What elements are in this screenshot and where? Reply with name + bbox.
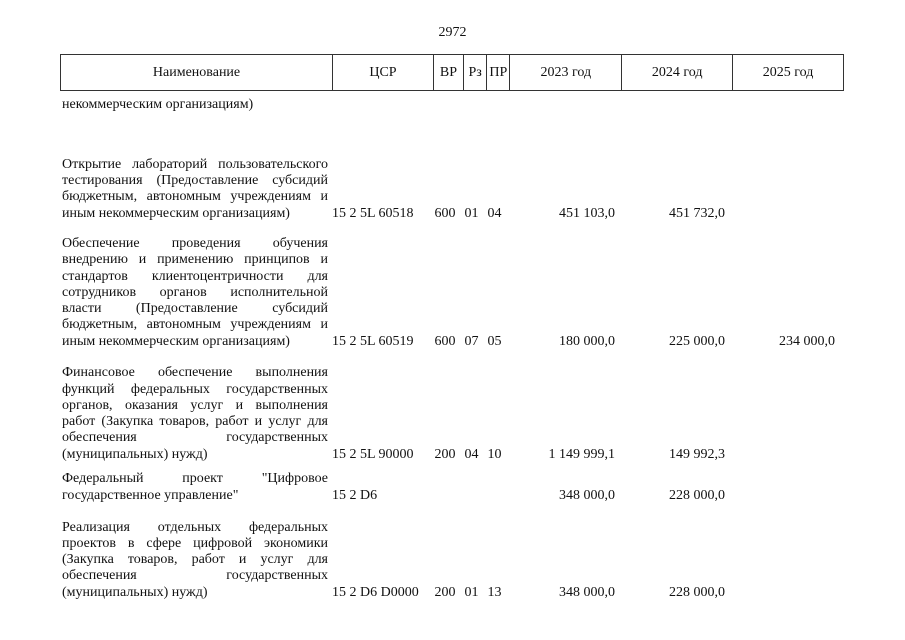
table-row: [60, 465, 844, 506]
row-2023: 1 149 999,1: [548, 446, 615, 462]
header-2024: 2024 год: [622, 55, 733, 91]
row-rz: 07: [464, 333, 479, 349]
row-vr: 200: [434, 446, 456, 462]
row-2025: 234 000,0: [779, 333, 835, 349]
table-row: [60, 352, 844, 465]
row-csr: 15 2 5L 60519: [332, 333, 414, 349]
table-row: [60, 224, 844, 352]
row-pr: 13: [487, 584, 502, 600]
row-csr: 15 2 D6: [332, 487, 378, 503]
row-2024: 228 000,0: [669, 487, 725, 503]
row-pr: 10: [487, 446, 502, 462]
row-name: некоммерческим организациям): [62, 96, 254, 112]
table-body: [60, 93, 844, 603]
header-csr: ЦСР: [333, 55, 434, 91]
page-number: 2972: [438, 25, 467, 40]
row-name: Обеспечение проведения обучения внедрению и применению принципов и стандартов клиентоцентричности для сотрудников органов исполнительной власти (Предоставление субсидий бюджетным, автономным учреждениям и иным некоммерческим организациям): [62, 235, 328, 349]
header-name: Наименование: [61, 55, 333, 91]
row-name: Реализация отдельных федеральных проектов в сфере цифровой экономики (Закупка товаров, работ и услуг для обеспечения государственных (муниципальных) нужд): [62, 519, 328, 600]
row-rz: 01: [464, 584, 479, 600]
row-vr: 600: [434, 333, 456, 349]
row-2023: 348 000,0: [559, 487, 615, 503]
row-name: Финансовое обеспечение выполнения функций федеральных государственных органов, оказания услуг и выполнения работ (Закупка товаров, работ и услуг для обеспечения государственных (муниципальных) нужд): [62, 365, 328, 462]
row-rz: 04: [464, 446, 479, 462]
row-vr: 600: [434, 205, 456, 221]
header-rz: Рз: [464, 55, 487, 91]
row-2024: 225 000,0: [669, 333, 725, 349]
header-pr: ПР: [487, 55, 510, 91]
row-2024: 451 732,0: [669, 205, 725, 221]
row-2023: 180 000,0: [559, 333, 615, 349]
table-header: [60, 54, 844, 91]
header-vr: ВР: [433, 55, 463, 91]
header-2025: 2025 год: [733, 55, 844, 91]
row-2024: 149 992,3: [669, 446, 725, 462]
row-pr: 05: [487, 333, 502, 349]
row-vr: 200: [434, 584, 456, 600]
row-csr: 15 2 5L 60518: [332, 205, 414, 221]
table-row: [60, 506, 844, 603]
row-csr: 15 2 D6 D0000: [332, 584, 419, 600]
table-row: [60, 113, 844, 224]
row-2023: 348 000,0: [559, 584, 615, 600]
row-rz: 01: [464, 205, 479, 221]
row-pr: 04: [487, 205, 502, 221]
row-csr: 15 2 5L 90000: [332, 446, 414, 462]
row-2024: 228 000,0: [669, 584, 725, 600]
row-2023: 451 103,0: [559, 205, 615, 221]
table-row: [60, 93, 844, 113]
row-name: Федеральный проект "Цифровое государственное управление": [62, 471, 328, 503]
row-name: Открытие лабораторий пользовательского тестирования (Предоставление субсидий бюджетным, автономным учреждениям и иным некоммерческим организациям): [62, 156, 328, 221]
header-2023: 2023 год: [510, 55, 622, 91]
